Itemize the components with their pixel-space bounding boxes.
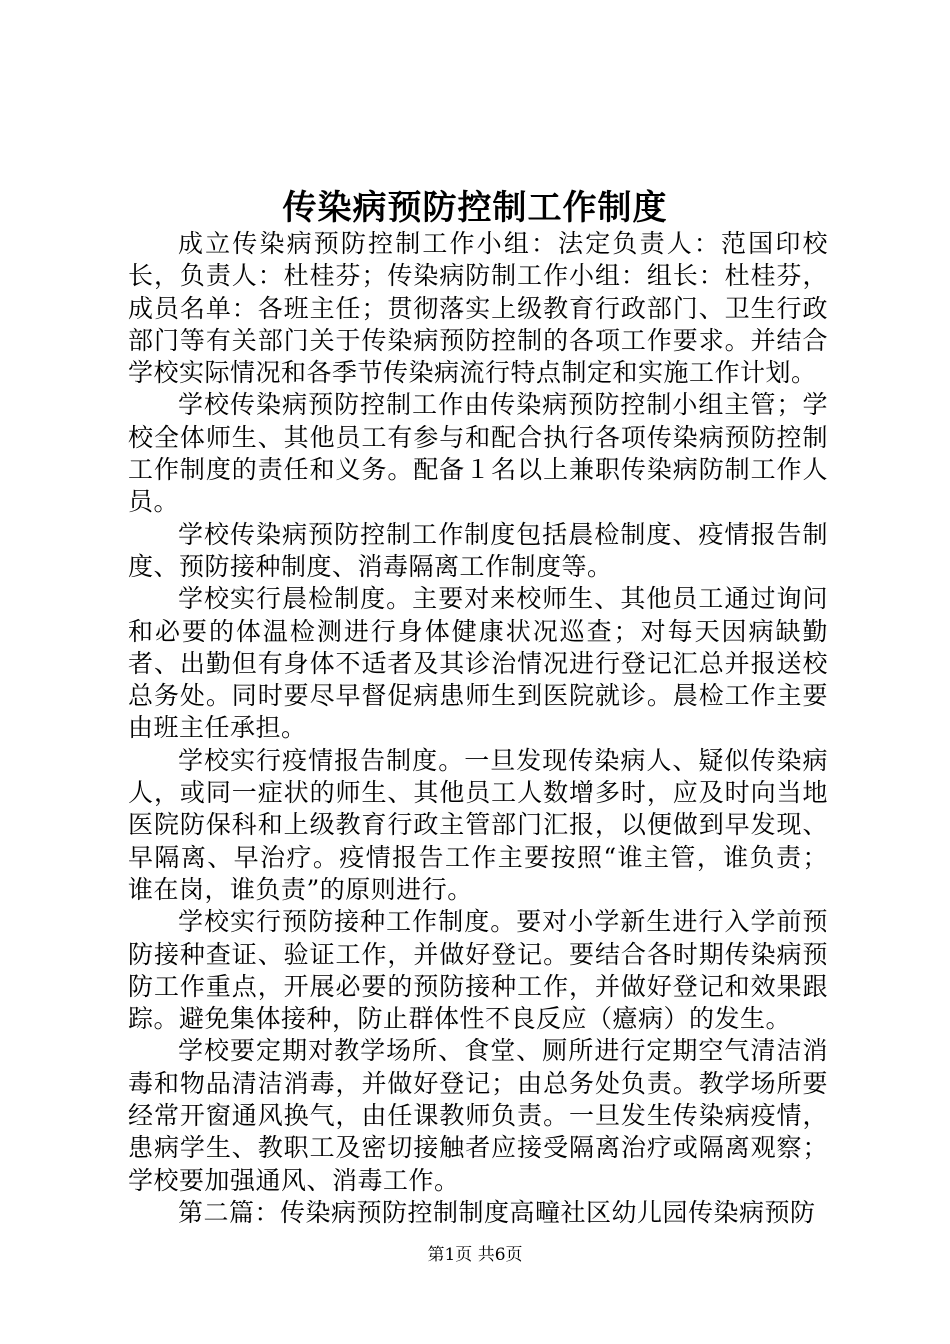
paragraph-4: 学校实行晨检制度。主要对来校师生、其他员工通过询问和必要的体温检测进行身体健康状况巡查；对每天因病缺勤者、出勤但有身体不适者及其诊治情况进行登记汇总并报送校总务处。同时要尽早督促病患师生到医院就诊。晨检工作主要由班主任承担。 <box>128 584 828 743</box>
paragraph-3: 学校传染病预防控制工作制度包括晨检制度、疫情报告制度、预防接种制度、消毒隔离工作制度等。 <box>128 519 828 581</box>
page-footer: 第1页 共6页 <box>427 1245 523 1265</box>
paragraph-6: 学校实行预防接种工作制度。要对小学新生进行入学前预防接种查证、验证工作，并做好登记。要结合各时期传染病预防工作重点，开展必要的预防接种工作，并做好登记和效果跟踪。避免集体接种，防止群体性不良反应（癔病）的发生。 <box>128 907 828 1034</box>
paragraph-5: 学校实行疫情报告制度。一旦发现传染病人、疑似传染病人，或同一症状的师生、其他员工人数增多时，应及时向当地医院防保科和上级教育行政主管部门汇报，以便做到早发现、早隔离、早治疗。疫情报告工作主要按照“谁主管，谁负责；谁在岗，谁负责”的原则进行。 <box>128 745 828 904</box>
paragraph-8: 第二篇：传染病预防控制制度高疃社区幼儿园传染病预防 <box>178 1197 816 1227</box>
paragraph-7: 学校要定期对教学场所、食堂、厕所进行定期空气清洁消毒和物品清洁消毒，并做好登记；由总务处负责。教学场所要经常开窗通风换气，由任课教师负责。一旦发生传染病疫情，患病学生、教职工及密切接触者应接受隔离治疗或隔离观察；学校要加强通风、消毒工作。 <box>128 1036 828 1195</box>
paragraph-1: 成立传染病预防控制工作小组：法定负责人：范国印校长，负责人：杜桂芬；传染病防制工作小组：组长：杜桂芬，成员名单：各班主任；贯彻落实上级教育行政部门、卫生行政部门等有关部门关于传染病预防控制的各项工作要求。并结合学校实际情况和各季节传染病流行特点制定和实施工作计划。 <box>128 229 828 388</box>
document-title: 传染病预防控制工作制度 <box>282 188 668 228</box>
paragraph-2: 学校传染病预防控制工作由传染病预防控制小组主管；学校全体师生、其他员工有参与和配合执行各项传染病预防控制工作制度的责任和义务。配备１名以上兼职传染病防制工作人员。 <box>128 390 828 517</box>
document-body <box>128 228 828 1229</box>
